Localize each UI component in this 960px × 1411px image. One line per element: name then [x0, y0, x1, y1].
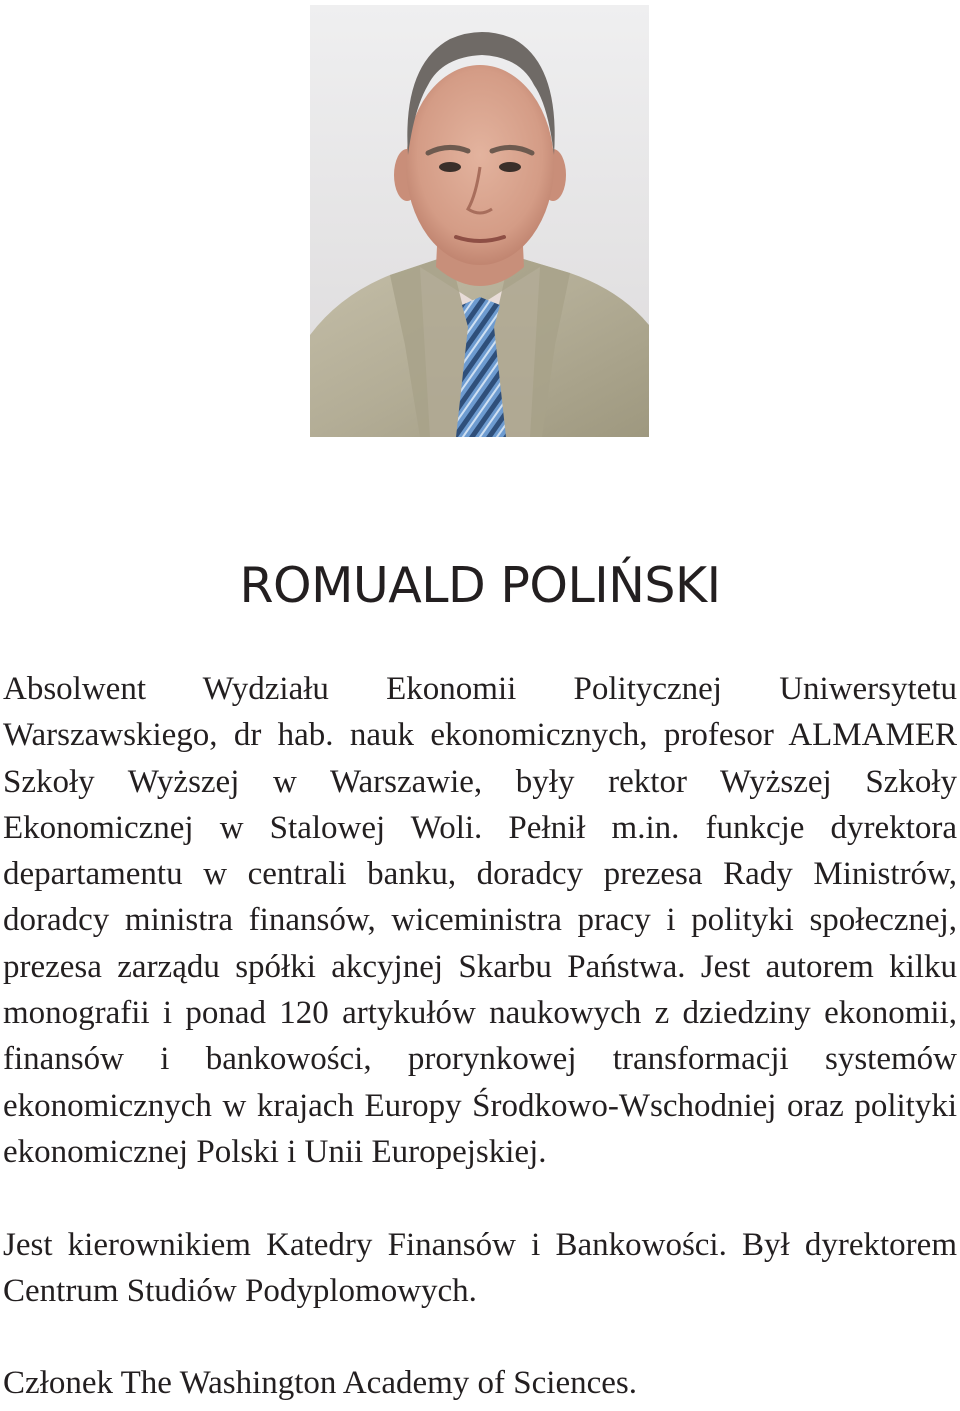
person-name-heading: ROMUALD POLIŃSKI [239, 557, 721, 614]
bio-paragraph-position: Jest kierownikiem Katedry Finansów i Bankowości. Był dyrektorem Centrum Studiów Podyplomowych. [3, 1226, 957, 1309]
portrait-photo [310, 5, 649, 437]
portrait-illustration [310, 5, 649, 437]
bio-paragraph-membership: Członek The Washington Academy of Sciences. [3, 1365, 637, 1402]
biography [3, 666, 957, 1407]
bio-paragraph-career: Absolwent Wydziału Ekonomii Politycznej Uniwersytetu Warszawskiego, dr hab. nauk ekonomicznych, profesor ALMAMER Szkoły Wyższej w Warszawie, były rektor Wyższej Szkoły Ekonomicznej w Stalowej Woli. Pełnił m.in. funkcje dyrektora departamentu w centrali banku, doradcy prezesa Rady Ministrów, doradcy ministra finansów, wiceministra pracy i polityki społecznej, prezesa zarządu spółki akcyjnej Skarbu Państwa. Jest autorem kilku monografii i ponad 120 artykułów naukowych z dziedziny ekonomii, finansów i bankowości, prorynkowej transformacji systemów ekonomicznych w krajach Europy Środkowo-Wschodniej oraz polityki ekonomicznej Polski i Unii Europejskiej. [3, 671, 957, 1170]
